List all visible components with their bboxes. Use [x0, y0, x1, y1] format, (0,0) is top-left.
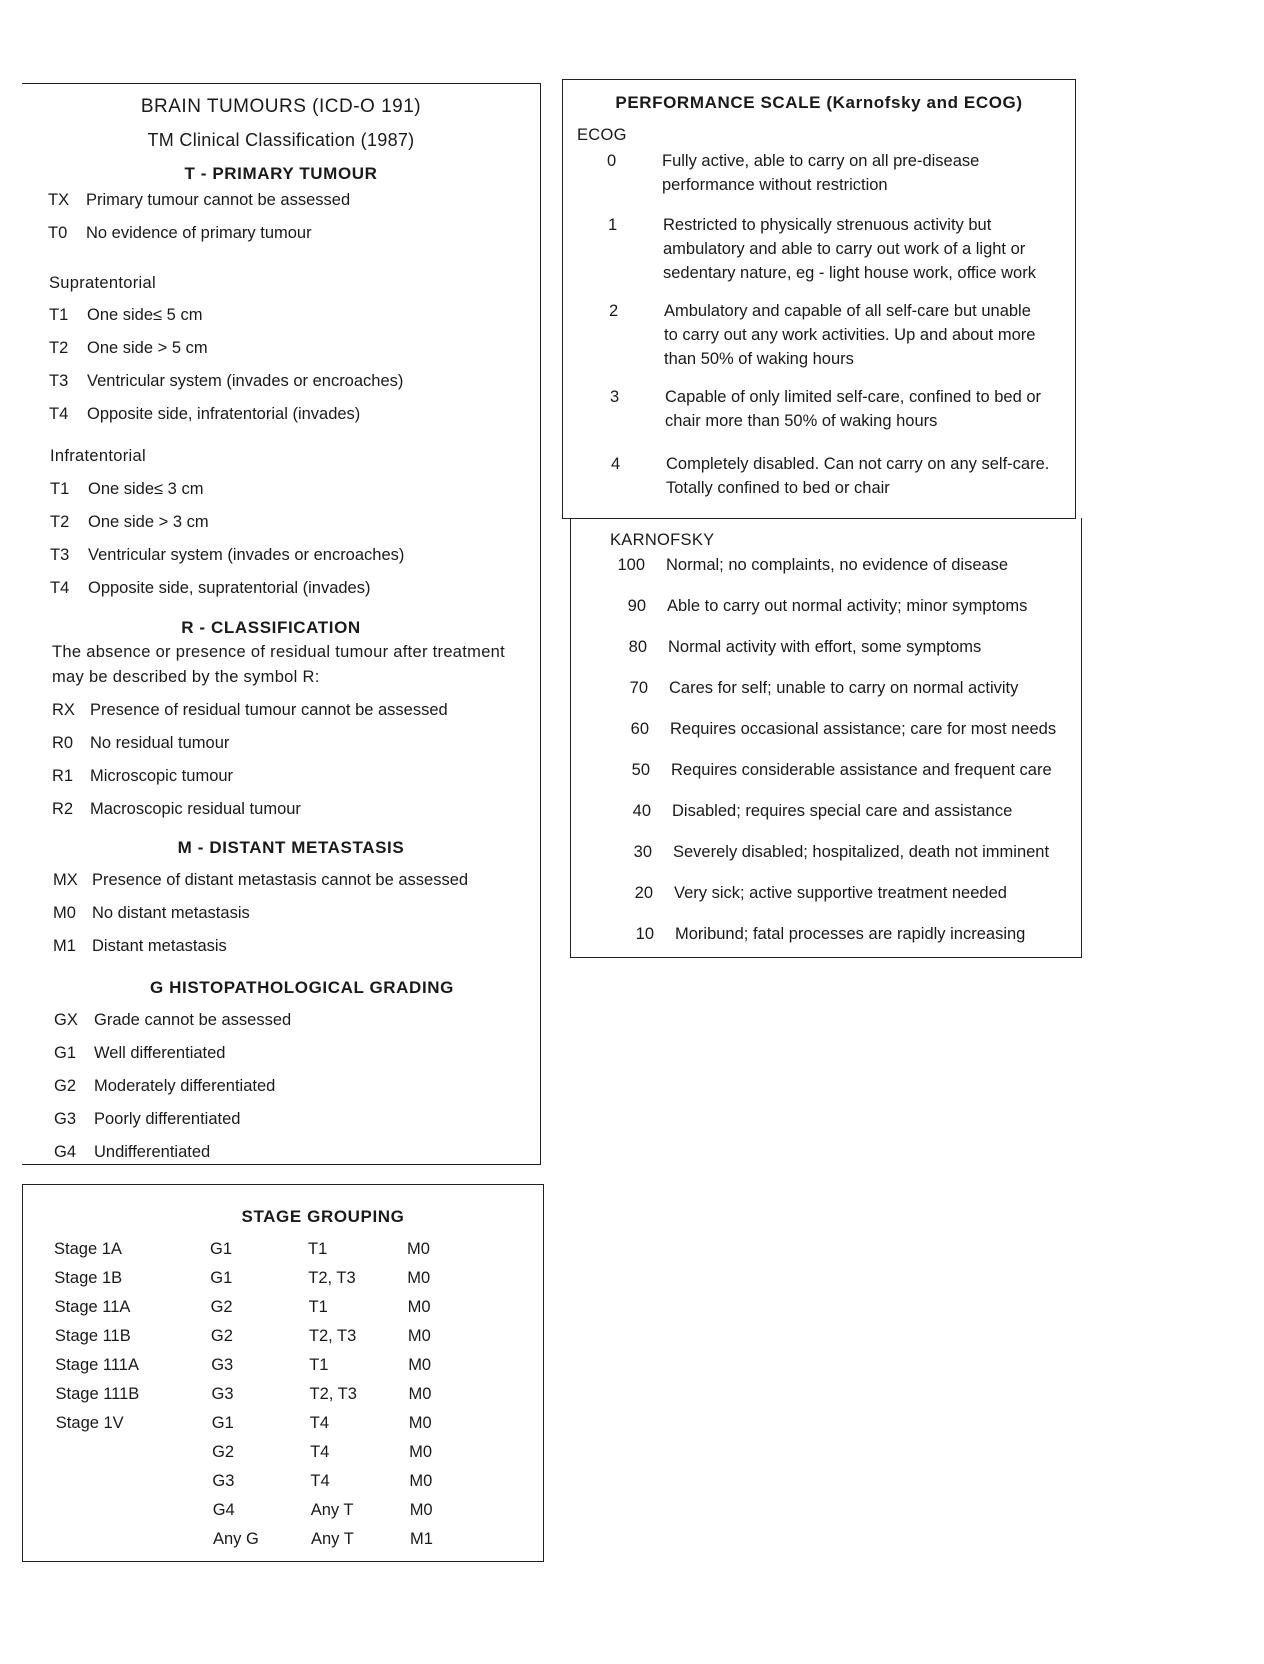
item-text: One side > 5 cm [87, 339, 208, 357]
item-code: G2 [54, 1077, 77, 1095]
karnofsky-panel [570, 518, 1082, 958]
brain-tumours-panel [22, 83, 541, 1165]
karnofsky-score: 20 [634, 884, 653, 902]
item-text: One side≤ 5 cm [87, 306, 203, 324]
karnofsky-score: 90 [627, 597, 646, 615]
item-text: Macroscopic residual tumour [90, 800, 301, 818]
karnofsky-score: 60 [630, 720, 649, 738]
ecog-description-line: Capable of only limited self-care, confined to bed or [665, 388, 1042, 406]
item-text: One side > 3 cm [88, 513, 209, 531]
stage-t: T1 [308, 1298, 328, 1316]
ecog-description-line: to carry out any work activities. Up and about more [664, 326, 1036, 344]
karnofsky-description: Requires considerable assistance and frequent care [671, 761, 1052, 779]
ecog-description-line: Fully active, able to carry on all pre-disease [662, 152, 980, 170]
ecog-grade: 1 [608, 216, 618, 234]
item-text: Ventricular system (invades or encroaches) [87, 372, 404, 390]
karnofsky-description: Cares for self; unable to carry on normal activity [669, 679, 1019, 697]
item-code: MX [53, 871, 78, 889]
stage-grade: Any G [213, 1530, 259, 1548]
ecog-grade: 3 [610, 388, 620, 406]
performance-title: PERFORMANCE SCALE (Karnofsky and ECOG) [615, 93, 1023, 112]
stage-grade: G2 [212, 1443, 235, 1461]
item-text: No evidence of primary tumour [86, 224, 312, 242]
item-text: Presence of residual tumour cannot be assessed [90, 701, 448, 719]
karnofsky-description: Normal activity with effort, some symptoms [668, 638, 982, 656]
item-text: Moderately differentiated [94, 1077, 276, 1095]
stage-m: M0 [407, 1298, 431, 1316]
item-code: T4 [50, 579, 70, 597]
karnofsky-score: 80 [628, 638, 647, 656]
ecog-heading: ECOG [577, 126, 627, 144]
item-text: Primary tumour cannot be assessed [86, 191, 351, 209]
karnofsky-score: 40 [632, 802, 651, 820]
karnofsky-score: 70 [629, 679, 648, 697]
item-code: T1 [49, 306, 69, 324]
item-text: No residual tumour [90, 734, 230, 752]
item-code: M1 [53, 937, 76, 955]
stage-m: M0 [408, 1356, 432, 1374]
stage-title: STAGE GROUPING [241, 1207, 405, 1226]
ecog-description-line: chair more than 50% of waking hours [665, 412, 938, 430]
stage-grade: G1 [211, 1414, 234, 1432]
item-code: R1 [52, 767, 74, 785]
stage-grade: G3 [211, 1385, 234, 1403]
stage-grade: G2 [210, 1327, 233, 1345]
stage-grade: G2 [210, 1298, 233, 1316]
item-text: Presence of distant metastasis cannot be assessed [92, 871, 469, 889]
stage-t: T2, T3 [308, 1327, 357, 1345]
item-code: T1 [50, 480, 70, 498]
stage-m: M0 [407, 1327, 431, 1345]
stage-m: M0 [409, 1443, 433, 1461]
item-code: T0 [48, 224, 68, 242]
stage-grouping-panel [22, 1184, 544, 1562]
stage-grade: G4 [212, 1501, 235, 1519]
stage-t: Any T [311, 1530, 354, 1548]
brain-subtitle: TM Clinical Classification (1987) [147, 130, 415, 150]
stage-t: T4 [310, 1443, 330, 1461]
stage-m: M0 [409, 1472, 433, 1490]
karnofsky-description: Very sick; active supportive treatment needed [674, 884, 1007, 902]
karnofsky-description: Disabled; requires special care and assistance [672, 802, 1013, 820]
ecog-description-line: Totally confined to bed or chair [666, 479, 890, 497]
stage-name: Stage 1V [55, 1414, 124, 1432]
stage-grade: G3 [211, 1356, 234, 1374]
stage-t: T4 [309, 1414, 330, 1432]
stage-m: M1 [410, 1530, 433, 1548]
item-text: Well differentiated [94, 1044, 226, 1062]
item-code: G4 [54, 1143, 77, 1161]
karnofsky-score: 10 [635, 925, 654, 943]
item-code: M0 [53, 904, 76, 922]
t-heading: T - PRIMARY TUMOUR [184, 164, 378, 183]
item-text: Grade cannot be assessed [94, 1011, 292, 1029]
karnofsky-score: 30 [633, 843, 652, 861]
item-code: R0 [52, 734, 74, 752]
item-code: G3 [54, 1110, 77, 1128]
ecog-grade: 2 [609, 302, 619, 320]
stage-t: T1 [309, 1356, 329, 1374]
item-text: Undifferentiated [94, 1143, 211, 1161]
item-text: Opposite side, supratentorial (invades) [88, 579, 371, 597]
karnofsky-description: Able to carry out normal activity; minor symptoms [667, 597, 1028, 615]
item-text: Distant metastasis [92, 937, 227, 955]
item-text: Ventricular system (invades or encroaches) [88, 546, 405, 564]
ecog-description-line: ambulatory and able to carry out work of a light or [663, 240, 1026, 258]
r-intro-line-2: may be described by the symbol R: [52, 668, 320, 686]
g-heading: G HISTOPATHOLOGICAL GRADING [150, 978, 454, 997]
stage-m: M0 [408, 1414, 432, 1432]
stage-t: T1 [308, 1240, 328, 1258]
karnofsky-score: 50 [631, 761, 650, 779]
item-code: T3 [50, 546, 70, 564]
stage-name: Stage 1B [54, 1269, 123, 1287]
karnofsky-description: Moribund; fatal processes are rapidly increasing [675, 925, 1026, 943]
karnofsky-description: Severely disabled; hospitalized, death not imminent [673, 843, 1050, 861]
stage-t: T2, T3 [309, 1385, 357, 1403]
item-code: G1 [54, 1044, 77, 1062]
ecog-description-line: Completely disabled. Can not carry on any self-care. [666, 455, 1050, 473]
stage-t: Any T [310, 1501, 354, 1519]
item-code: R2 [52, 800, 74, 818]
performance-scale-panel [562, 79, 1076, 519]
item-code: TX [48, 191, 70, 209]
stage-t: T2, T3 [308, 1269, 356, 1287]
stage-name: Stage 11B [54, 1327, 131, 1345]
ecog-description-line: performance without restriction [662, 176, 888, 194]
stage-name: Stage 1A [54, 1240, 122, 1258]
item-code: T4 [49, 405, 69, 423]
stage-m: M0 [409, 1501, 433, 1519]
ecog-description-line: than 50% of waking hours [664, 350, 854, 368]
item-text: One side≤ 3 cm [88, 480, 204, 498]
item-code: GX [54, 1011, 78, 1029]
ecog-grade: 4 [611, 455, 621, 473]
stage-grade: G3 [212, 1472, 235, 1490]
karnofsky-description: Normal; no complaints, no evidence of disease [666, 556, 1009, 574]
ecog-description-line: Restricted to physically strenuous activity but [663, 216, 992, 234]
stage-grade: G1 [210, 1269, 233, 1287]
item-code: RX [52, 701, 75, 719]
karnofsky-score: 100 [617, 556, 645, 574]
brain-title: BRAIN TUMOURS (ICD-O 191) [140, 96, 422, 117]
ecog-description-line: sedentary nature, eg - light house work, office work [663, 264, 1036, 282]
item-code: T3 [49, 372, 69, 390]
stage-name: Stage 11A [54, 1298, 131, 1316]
stage-m: M0 [407, 1240, 430, 1258]
item-text: Opposite side, infratentorial (invades) [87, 405, 361, 423]
ecog-description-line: Ambulatory and capable of all self-care but unable [664, 302, 1031, 320]
r-heading: R - CLASSIFICATION [181, 618, 361, 637]
item-code: T2 [49, 339, 69, 357]
supratentorial-heading: Supratentorial [49, 274, 156, 292]
stage-grade: G1 [210, 1240, 233, 1258]
item-text: Poorly differentiated [94, 1110, 241, 1128]
item-text: No distant metastasis [92, 904, 250, 922]
item-text: Microscopic tumour [90, 767, 234, 785]
karnofsky-description: Requires occasional assistance; care for most needs [670, 720, 1057, 738]
stage-t: T4 [310, 1472, 330, 1490]
karnofsky-heading: KARNOFSKY [610, 531, 715, 549]
r-intro-line-1: The absence or presence of residual tumour after treatment [52, 643, 506, 661]
stage-m: M0 [407, 1269, 431, 1287]
stage-m: M0 [408, 1385, 432, 1403]
ecog-grade: 0 [607, 152, 617, 170]
infratentorial-heading: Infratentorial [50, 447, 146, 465]
stage-name: Stage 111B [55, 1385, 140, 1403]
m-heading: M - DISTANT METASTASIS [177, 838, 405, 857]
stage-name: Stage 111A [55, 1356, 139, 1374]
item-code: T2 [50, 513, 70, 531]
